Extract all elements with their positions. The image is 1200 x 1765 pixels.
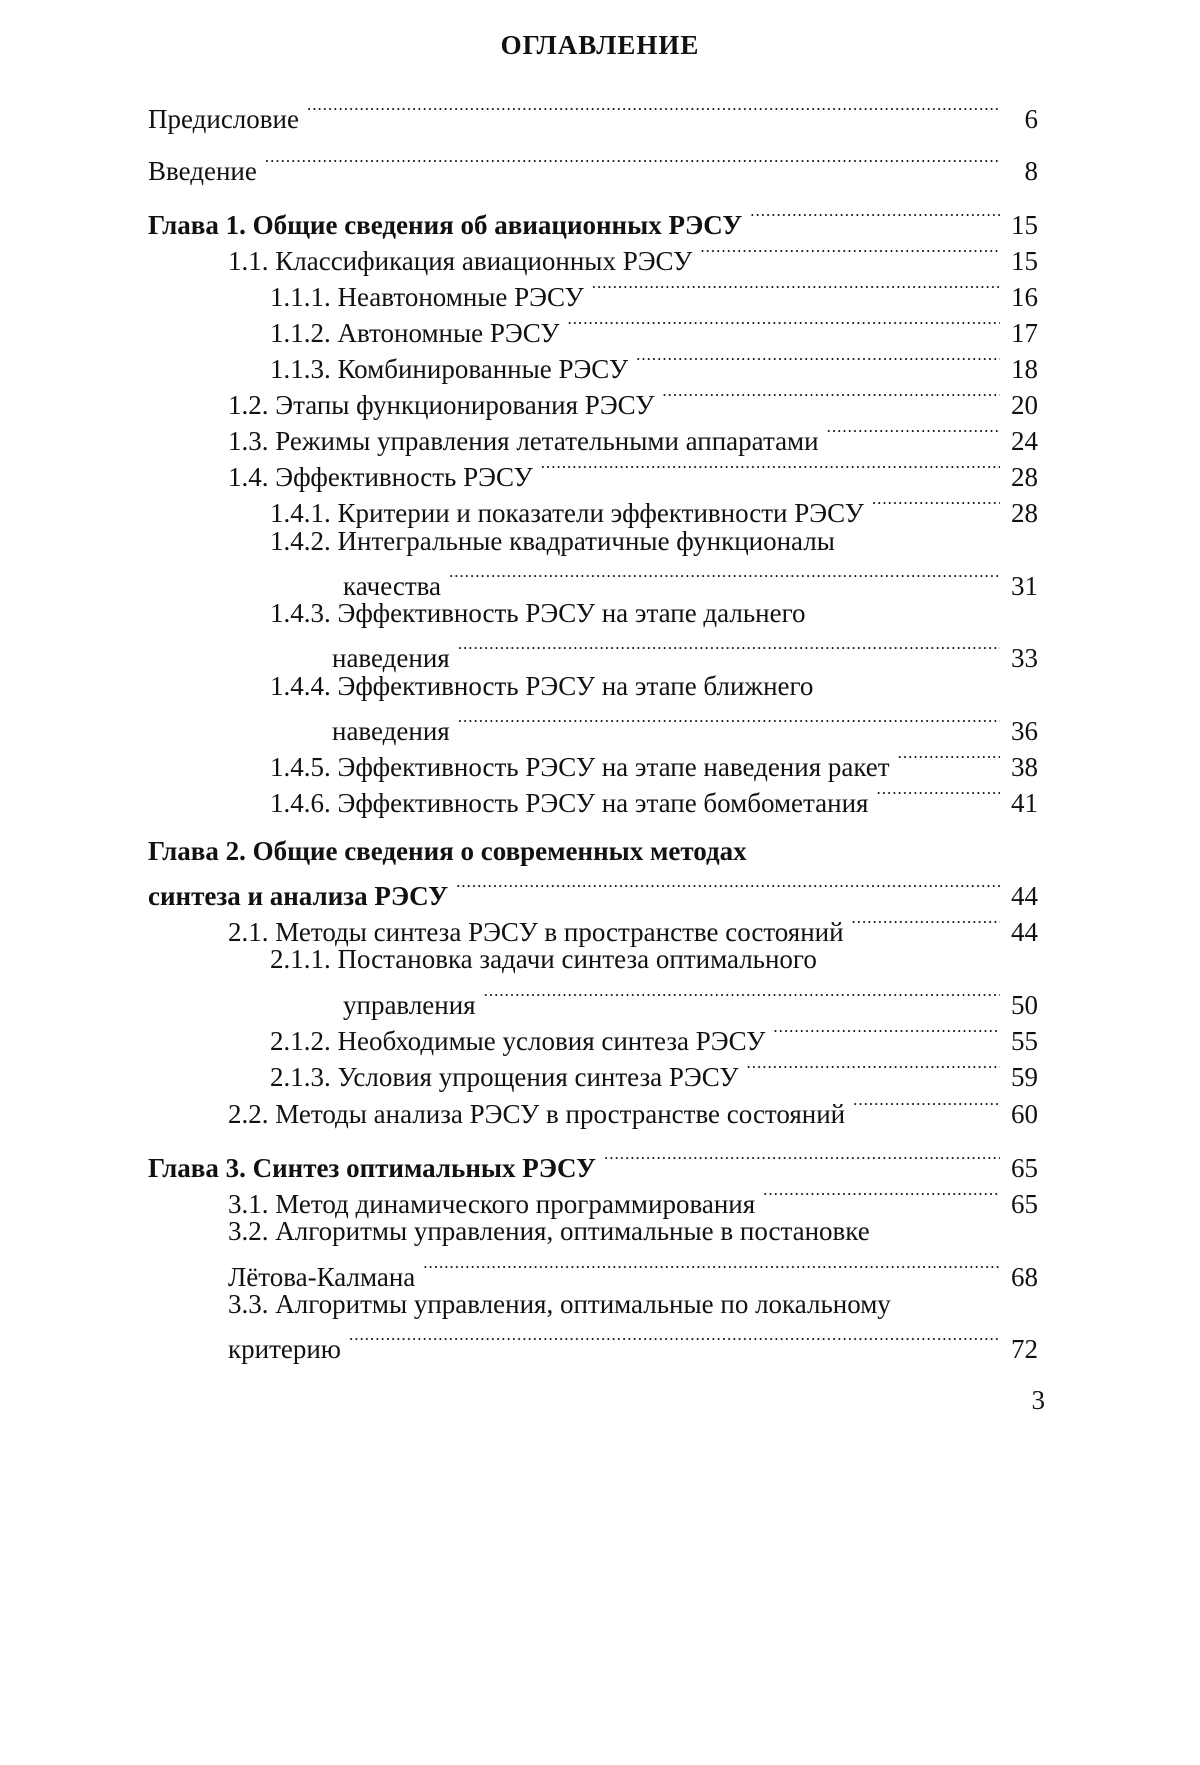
toc-entry-title: 3.1. Метод динамического программирования	[228, 1189, 756, 1219]
toc-entry-3-3[interactable]	[228, 1322, 1038, 1367]
dot-leader	[458, 631, 1000, 667]
toc-page-number: 72	[1011, 1334, 1038, 1364]
toc-entry-title: 1.1.1. Неавтономные РЭСУ	[270, 282, 584, 312]
toc-page-number: 31	[1011, 571, 1038, 601]
toc-entry-title: 1.1.2. Автономные РЭСУ	[270, 318, 560, 348]
toc-page-number: 65	[1011, 1189, 1038, 1219]
toc-entry-title: 1.3. Режимы управления летательными аппаратами	[228, 426, 819, 456]
toc-page-number: 44	[1011, 881, 1038, 911]
toc-page-number: 20	[1011, 390, 1038, 420]
toc-entry-title: качества	[343, 571, 442, 601]
toc-entry-2-1-1-first-line: 2.1.1. Постановка задачи синтеза оптимального	[270, 944, 817, 974]
dot-leader	[636, 342, 1000, 378]
toc-entry-title: управления	[343, 990, 476, 1020]
dot-leader	[872, 486, 1000, 522]
dot-leader	[567, 306, 1000, 342]
toc-page-number: 41	[1011, 788, 1038, 818]
toc-entry-title: 2.2. Методы анализа РЭСУ в пространстве состояний	[228, 1099, 846, 1129]
toc-page-number: 8	[1024, 156, 1038, 186]
toc-page-number: 38	[1011, 752, 1038, 782]
toc-entry-2-2[interactable]	[228, 1087, 1038, 1132]
toc-entry-title: Введение	[148, 156, 257, 186]
toc-entry-title: Глава 1. Общие сведения об авиационных РЭСУ	[148, 210, 743, 240]
toc-entry-1-4-6[interactable]	[270, 776, 1038, 821]
toc-entry-1-4-2-first-line: 1.4.2. Интегральные квадратичные функционалы	[270, 526, 835, 556]
toc-entry-title: Глава 3. Синтез оптимальных РЭСУ	[148, 1153, 596, 1183]
toc-entry-1-4-3-first-line: 1.4.3. Эффективность РЭСУ на этапе дальнего	[270, 598, 806, 628]
dot-leader	[750, 198, 1000, 234]
dot-leader	[662, 378, 1000, 414]
dot-leader	[349, 1322, 1000, 1358]
dot-leader	[827, 414, 1000, 450]
toc-page-number: 28	[1011, 498, 1038, 528]
toc-entry-title: 1.2. Этапы функционирования РЭСУ	[228, 390, 655, 420]
toc-entry-title: 1.1. Классификация авиационных РЭСУ	[228, 246, 693, 276]
toc-entry-title: критерию	[228, 1334, 341, 1364]
toc-entry-title: синтеза и анализа РЭСУ	[148, 881, 449, 911]
toc-page-number: 65	[1011, 1153, 1038, 1183]
toc-page-number: 36	[1011, 716, 1038, 746]
toc-entry-introduction[interactable]	[148, 144, 1038, 189]
toc-entry-title: Предисловие	[148, 104, 299, 134]
dot-leader	[449, 559, 1000, 595]
toc-page-number: 24	[1011, 426, 1038, 456]
dot-leader	[876, 776, 1000, 812]
dot-leader	[763, 1177, 1000, 1213]
dot-leader	[853, 1087, 1000, 1123]
page-title: ОГЛАВЛЕНИЕ	[500, 30, 700, 60]
toc-entry-preface[interactable]	[148, 92, 1038, 137]
dot-leader	[852, 905, 1000, 941]
page-number: 3	[1031, 1385, 1045, 1415]
toc-page-number: 68	[1011, 1262, 1038, 1292]
dot-leader	[773, 1014, 1000, 1050]
toc-entry-title: 1.4.1. Критерии и показатели эффективности РЭСУ	[270, 498, 864, 528]
dot-leader	[747, 1050, 1001, 1086]
dot-leader	[265, 144, 1000, 180]
toc-page-number: 17	[1011, 318, 1038, 348]
toc-page-number: 59	[1011, 1062, 1038, 1092]
dot-leader	[458, 704, 1000, 740]
toc-page-number: 44	[1011, 917, 1038, 947]
dot-leader	[604, 1141, 1000, 1177]
toc-entry-title: 2.1.3. Условия упрощения синтеза РЭСУ	[270, 1062, 739, 1092]
toc-entry-3-2-first-line: 3.2. Алгоритмы управления, оптимальные в постановке	[228, 1216, 870, 1246]
toc-entry-1-4-4-first-line: 1.4.4. Эффективность РЭСУ на этапе ближнего	[270, 671, 814, 701]
toc-entry-title: 2.1.2. Необходимые условия синтеза РЭСУ	[270, 1026, 766, 1056]
toc-entry-title: наведения	[332, 716, 450, 746]
toc-entry-title: наведения	[332, 643, 450, 673]
toc-entry-title: 1.4. Эффективность РЭСУ	[228, 462, 533, 492]
dot-leader	[592, 270, 1000, 306]
toc-page-number: 6	[1024, 104, 1038, 134]
toc-page-number: 55	[1011, 1026, 1038, 1056]
toc-page-number: 28	[1011, 462, 1038, 492]
toc-entry-title: Лётова-Калмана	[228, 1262, 416, 1292]
toc-entry-title: 2.1. Методы синтеза РЭСУ в пространстве состояний	[228, 917, 844, 947]
toc-page-number: 60	[1011, 1099, 1038, 1129]
dot-leader	[700, 234, 1000, 270]
dot-leader	[541, 450, 1000, 486]
toc-entry-title: 1.4.5. Эффективность РЭСУ на этапе наведения ракет	[270, 752, 890, 782]
toc-entry-title: 1.4.6. Эффективность РЭСУ на этапе бомбометания	[270, 788, 869, 818]
toc-page-number: 18	[1011, 354, 1038, 384]
dot-leader	[456, 869, 1000, 905]
toc-page-number: 16	[1011, 282, 1038, 312]
toc-page-number: 33	[1011, 643, 1038, 673]
toc-page-number: 50	[1011, 990, 1038, 1020]
toc-entry-title: 1.1.3. Комбинированные РЭСУ	[270, 354, 629, 384]
toc-page-number: 15	[1011, 210, 1038, 240]
toc-page-number: 15	[1011, 246, 1038, 276]
dot-leader	[423, 1250, 1000, 1286]
dot-leader	[898, 740, 1000, 776]
toc-entry-3-3-first-line: 3.3. Алгоритмы управления, оптимальные по локальному	[228, 1289, 891, 1319]
dot-leader	[484, 978, 1000, 1014]
toc-entry-chapter-2-first-line: Глава 2. Общие сведения о современных методах	[148, 836, 747, 866]
dot-leader	[307, 92, 1000, 128]
